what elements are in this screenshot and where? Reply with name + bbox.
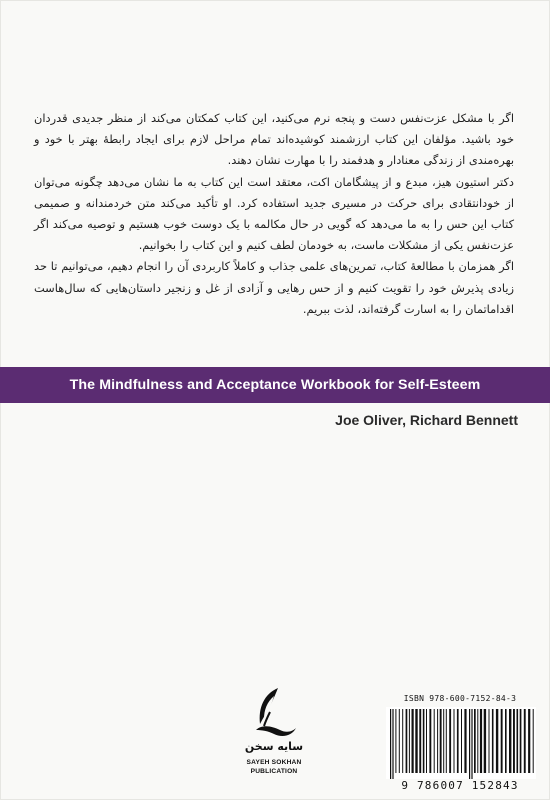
blurb-paragraph-3: اگر همزمان با مطالعهٔ کتاب، تمرین‌های علمی جذاب و کاملاً کاربردی آن را انجام دهیم، می‌توانیم تا حد زیادی پذیرش خود را تقویت کنیم و از حس رهایی و آزادی از غل و زنجیر داستان‌هایی که سال‌هاست اقداماتمان را به اسارت گرفته‌اند، لذت ببریم. (34, 259, 514, 316)
blurb-paragraph-2: دکتر استیون هیز، مبدع و از پیشگامان اکت، معتقد است این کتاب به ما نشان می‌دهد چگونه می‌توان از خودانتقادی برای حرکت در مسیری جدید استفاده کرد. او تأکید می‌کند متن خردمندانه و صمیمی کتاب این حس را به ما می‌دهد که گویی در حال مکالمه با یک دوست خوب هستیم و توصیه می‌کند اگر عزت‌نفس یکی از مشکلات ماست، به خودمان لطف کنیم و این کتاب را بخوانیم. (34, 174, 514, 253)
publisher-name-en: SAYEH SOKHAN (246, 759, 302, 766)
cover-blurb (34, 108, 514, 320)
barcode (386, 707, 536, 779)
publisher-name-fa: سایه سخن (244, 740, 304, 753)
blurb-paragraph-1: اگر با مشکل عزت‌نفس دست و پنجه نرم می‌کنید، این کتاب کمکتان می‌کند از منظر جدیدی قدردان خود باشید. مؤلفان این کتاب ارزشمند کوشیده‌اند تمام مراحل لازم برای ایجاد رابطهٔ بهتر با خود و بهره‌مندی از زندگی معنادار و هدفمند را با مهارت نشان دهند. (34, 111, 514, 168)
publisher-logo (234, 686, 314, 796)
quill-feather-icon (234, 686, 314, 742)
publisher-name-en-subtitle: PUBLICATION (250, 768, 298, 775)
barcode-digits: 9 786007 152843 (401, 779, 519, 792)
barcode-bars (386, 707, 536, 779)
isbn-label: ISBN 978-600-7152-84-3 (403, 694, 517, 703)
authors: Joe Oliver, Richard Bennett (335, 412, 518, 428)
title-band (0, 367, 550, 403)
original-book-title: The Mindfulness and Acceptance Workbook for Self-Esteem (69, 377, 481, 393)
